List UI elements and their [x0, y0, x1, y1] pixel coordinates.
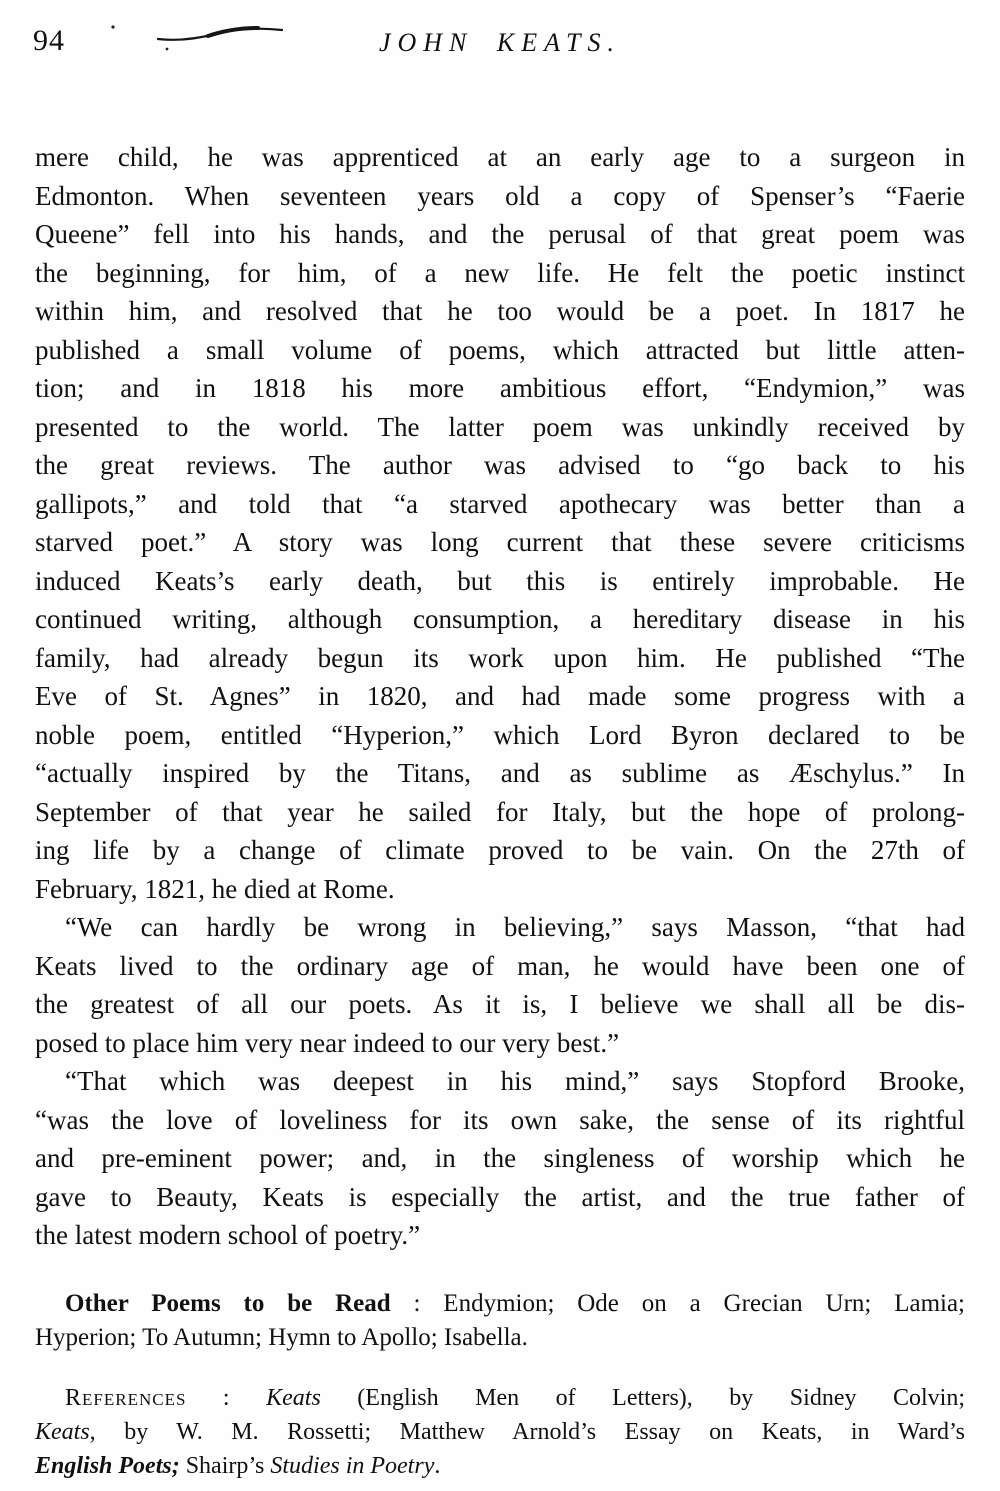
- body-text: [35, 138, 965, 1255]
- text-line: mere child, he was apprenticed at an early age to a surgeon in: [35, 142, 965, 172]
- references-section: [35, 1381, 965, 1483]
- paragraph-biography-1: [35, 138, 965, 908]
- other-poems-list-1: : Endymion; Ode on a Grecian Urn; Lamia;: [390, 1289, 966, 1317]
- text-line: “We can hardly be wrong in believing,” says Masson, “that had: [65, 912, 965, 942]
- book-title-studies-in-poetry: Studies in Poetry: [270, 1452, 435, 1479]
- other-poems-line-2: Hyperion; To Autumn; Hymn to Apollo; Isabella.: [35, 1323, 528, 1351]
- text-line: Eve of St. Agnes” in 1820, and had made some progress with a: [35, 681, 965, 711]
- text-line: Queene” fell into his hands, and the perusal of that great poem was: [35, 219, 965, 249]
- references-line-3: [35, 1449, 965, 1483]
- book-title-english-poets: English Poets;: [35, 1452, 180, 1479]
- references-text-1: (English Men of Letters), by Sidney Colvin;: [320, 1384, 965, 1411]
- references-text-4: .: [434, 1452, 441, 1479]
- text-line: tion; and in 1818 his more ambitious effort, “Endymion,” was: [35, 373, 965, 403]
- text-line: family, had already begun its work upon him. He published “The: [35, 642, 965, 673]
- text-line: within him, and resolved that he too would be a poet. In 1817 he: [35, 296, 965, 326]
- references-label: References: [65, 1384, 187, 1411]
- other-poems-section: [35, 1287, 965, 1355]
- references-line-1: [35, 1381, 965, 1415]
- text-line: published a small volume of poems, which attracted but little atten-: [35, 334, 965, 365]
- text-line: the great reviews. The author was advised to “go back to his: [35, 450, 965, 480]
- text-line: “was the love of loveliness for its own sake, the sense of its rightful: [35, 1104, 965, 1135]
- text-line: Keats lived to the ordinary age of man, he would have been one of: [35, 950, 965, 981]
- references-text-2: , by W. M. Rossetti; Matthew Arnold’s Essay on Keats, in Ward’s: [89, 1418, 965, 1445]
- text-line: the latest modern school of poetry.”: [35, 1220, 421, 1250]
- text-line: the beginning, for him, of a new life. He felt the poetic instinct: [35, 257, 965, 288]
- text-line: posed to place him very near indeed to our very best.”: [35, 1027, 620, 1058]
- text-line: gallipots,” and told that “a starved apothecary was better than a: [35, 488, 965, 519]
- text-line: induced Keats’s early death, but this is entirely improbable. He: [35, 565, 965, 596]
- text-line: September of that year he sailed for Italy, but the hope of prolong-: [35, 796, 965, 827]
- paragraph-masson-quote: [35, 908, 965, 1062]
- text-line: February, 1821, he died at Rome.: [35, 873, 395, 904]
- book-title-keats-colvin: Keats: [266, 1384, 321, 1411]
- text-line: starved poet.” A story was long current that these severe criticisms: [35, 527, 965, 557]
- references-text-3: Shairp’s: [179, 1452, 271, 1479]
- text-line: the greatest of all our poets. As it is, I believe we shall all be dis-: [35, 989, 965, 1019]
- text-line: “actually inspired by the Titans, and as sublime as Æschylus.” In: [35, 758, 965, 788]
- text-line: “That which was deepest in his mind,” says Stopford Brooke,: [65, 1066, 965, 1096]
- page-header: [0, 0, 1000, 86]
- text-line: presented to the world. The latter poem was unkindly received by: [35, 411, 965, 442]
- other-poems-label: Other Poems to be Read: [65, 1289, 391, 1317]
- text-line: Edmonton. When seventeen years old a copy of Spenser’s “Faerie: [35, 180, 965, 211]
- text-line: continued writing, although consumption, a hereditary disease in his: [35, 604, 965, 634]
- book-title-keats-rossetti: Keats: [35, 1418, 90, 1445]
- references-separator: :: [186, 1384, 267, 1411]
- text-line: gave to Beauty, Keats is especially the artist, and the true father of: [35, 1181, 965, 1212]
- text-line: and pre-eminent power; and, in the singleness of worship which he: [35, 1143, 965, 1173]
- running-title: JOHN KEATS.: [378, 28, 622, 57]
- other-poems-line-1: [35, 1287, 965, 1321]
- paragraph-brooke-quote: [35, 1062, 965, 1255]
- references-line-2: [35, 1415, 965, 1449]
- text-line: ing life by a change of climate proved to be vain. On the 27th of: [35, 835, 965, 865]
- page-number: 94: [33, 24, 65, 57]
- text-line: noble poem, entitled “Hyperion,” which Lord Byron declared to be: [35, 719, 965, 750]
